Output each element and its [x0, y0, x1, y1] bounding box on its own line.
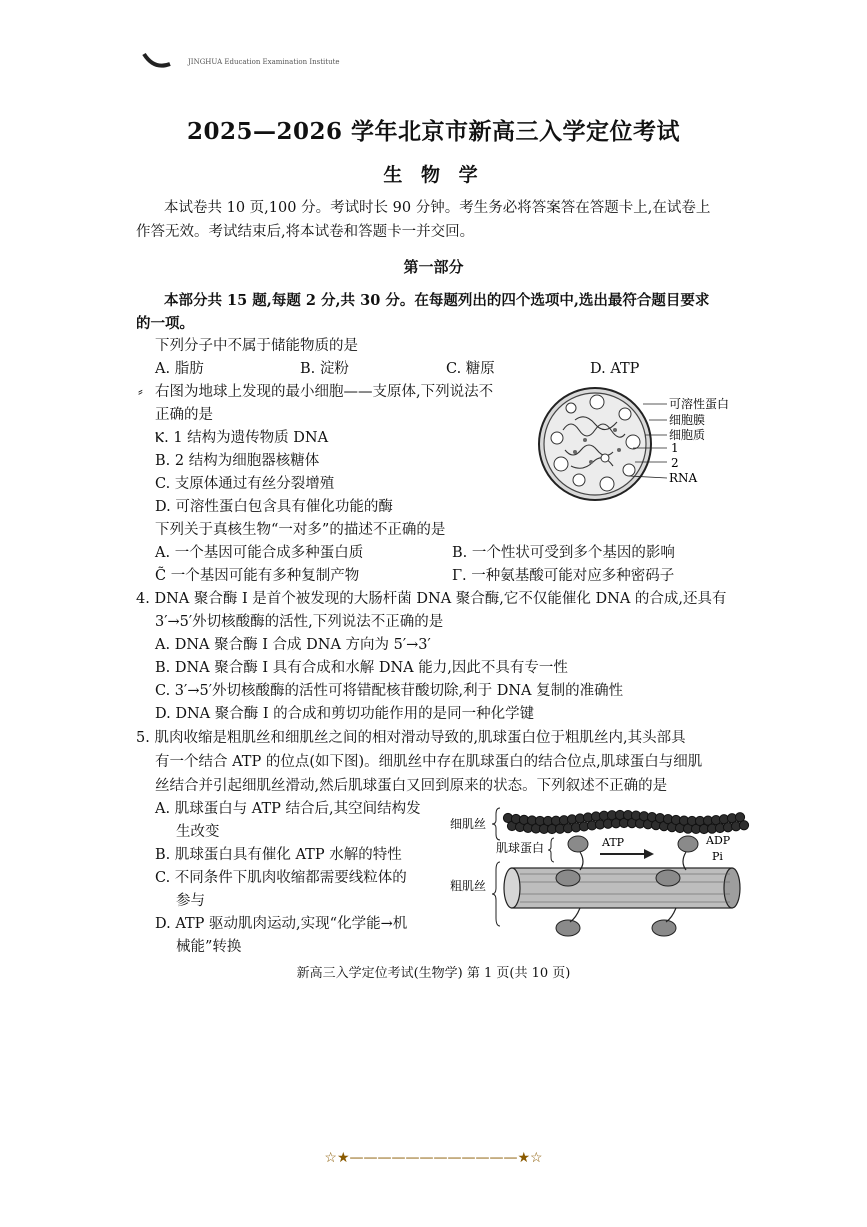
q3-option-a: A. 一个基因可能合成多种蛋白质 — [155, 545, 364, 561]
q5-option-c-1: C. 不同条件下肌肉收缩都需要线粒体的 — [155, 870, 407, 886]
q2-number: ⸗ — [138, 384, 143, 400]
intro-line-2: 作答无效。考试结束后,将本试卷和答题卡一并交回。 — [136, 224, 475, 240]
q1-option-c: C. 糖原 — [446, 361, 495, 377]
institute-text: JINGHUA Education Examination Institute — [188, 58, 340, 66]
q2-option-b: B. 2 结构为细胞器核糖体 — [155, 453, 320, 469]
q5-option-d-2: 械能”转换 — [176, 939, 242, 955]
q2-option-d: D. 可溶性蛋白包含具有催化功能的酶 — [155, 499, 393, 515]
q2-option-a: Ⲕ. 1 结构为遗传物质 DNA — [155, 430, 329, 446]
exam-title: 2025—2026 学年北京市新高三入学定位考试 — [186, 118, 681, 145]
exam-subject: 生 物 学 — [383, 164, 484, 186]
actin-bead — [739, 821, 748, 830]
muscle-filament-diagram — [450, 800, 750, 940]
q5-option-a-2: 生改变 — [176, 824, 220, 840]
part-instruction-1: 本部分共 15 题,每题 2 分,共 30 分。在每题列出的四个选项中,选出最符合题目要求 — [164, 292, 710, 309]
label-structure-2: 2 — [671, 456, 679, 470]
q4-stem-1: 4. DNA 聚合酶 I 是首个被发现的大肠杆菌 DNA 聚合酶,它不仅能催化 DNA 的合成,还具有 — [136, 591, 727, 607]
q1-option-d: D. ATP — [590, 361, 640, 377]
q4-option-a: A. DNA 聚合酶 I 合成 DNA 方向为 5′→3′ — [155, 637, 431, 653]
q4-stem-2: 3′→5′外切核酸酶的活性,下列说法不正确的是 — [155, 614, 444, 630]
label-adp: ADP — [706, 834, 731, 847]
q5-stem-2: 有一个结合 ATP 的位点(如下图)。细肌丝中存在肌球蛋白的结合位点,肌球蛋白与细肌 — [155, 754, 703, 770]
institute-logo — [138, 50, 368, 78]
label-soluble-protein: 可溶性蛋白 — [669, 397, 730, 411]
decorative-stars: ☆★————————————★☆ — [324, 1150, 543, 1166]
q5-stem-1: 5. 肌肉收缩是粗肌丝和细肌丝之间的相对滑动导致的,肌球蛋白位于粗肌丝内,其头部具 — [136, 730, 686, 746]
intro-line-1: 本试卷共 10 页,100 分。考试时长 90 分钟。考生务必将答案答在答题卡上,在试卷上 — [164, 200, 711, 216]
q4-option-b: B. DNA 聚合酶 I 具有合成和水解 DNA 能力,因此不具有专一性 — [155, 660, 568, 676]
label-myosin: 肌球蛋白 — [496, 841, 545, 855]
page-footer: 新高三入学定位考试(生物学) 第 1 页(共 10 页) — [296, 966, 571, 981]
q4-option-d: D. DNA 聚合酶 I 的合成和剪切功能作用的是同一种化学键 — [155, 706, 535, 722]
label-cell-membrane: 细胞膜 — [669, 413, 706, 427]
label-structure-1: 1 — [671, 441, 679, 455]
q5-option-d-1: D. ATP 驱动肌肉运动,实现“化学能→机 — [155, 916, 408, 932]
q4-option-c: C. 3′→5′外切核酸酶的活性可将错配核苷酸切除,利于 DNA 复制的准确性 — [155, 683, 624, 699]
q5-stem-3: 丝结合并引起细肌丝滑动,然后肌球蛋白又回到原来的状态。下列叙述不正确的是 — [155, 778, 668, 794]
label-thick-filament: 粗肌丝 — [450, 879, 487, 893]
q5-option-b: B. 肌球蛋白具有催化 ATP 水解的特性 — [155, 847, 402, 863]
label-pi: Pi — [712, 850, 723, 863]
q2-option-c: C. 支原体通过有丝分裂增殖 — [155, 476, 335, 492]
q5-option-a-1: A. 肌球蛋白与 ATP 结合后,其空间结构发 — [155, 801, 421, 817]
label-rna: RNA — [669, 471, 698, 485]
mycoplasma-diagram — [535, 380, 745, 510]
q5-option-c-2: 参与 — [176, 893, 205, 909]
q3-stem: 下列关于真核生物“一对多”的描述不正确的是 — [155, 522, 446, 538]
label-cytoplasm: 细胞质 — [669, 428, 706, 442]
q1-option-b: B. 淀粉 — [300, 361, 349, 377]
q1-option-a: A. 脂肪 — [155, 361, 204, 377]
q1-stem: 下列分子中不属于储能物质的是 — [155, 338, 358, 354]
q2-stem-1: 右图为地球上发现的最小细胞——支原体,下列说法不 — [155, 384, 494, 400]
q2-stem-2: 正确的是 — [155, 407, 213, 423]
q3-option-d: Γ. 一种氨基酸可能对应多种密码子 — [452, 568, 675, 584]
part-heading: 第一部分 — [403, 258, 464, 276]
part-instruction-2: 的一项。 — [136, 315, 194, 332]
q3-option-b: B. 一个性状可受到多个基因的影响 — [452, 545, 675, 561]
label-thin-filament: 细肌丝 — [450, 817, 487, 831]
label-atp: ATP — [602, 836, 625, 849]
q3-option-c: C̃ 一个基因可能有多种复制产物 — [155, 568, 360, 584]
thin-filament — [503, 810, 748, 833]
